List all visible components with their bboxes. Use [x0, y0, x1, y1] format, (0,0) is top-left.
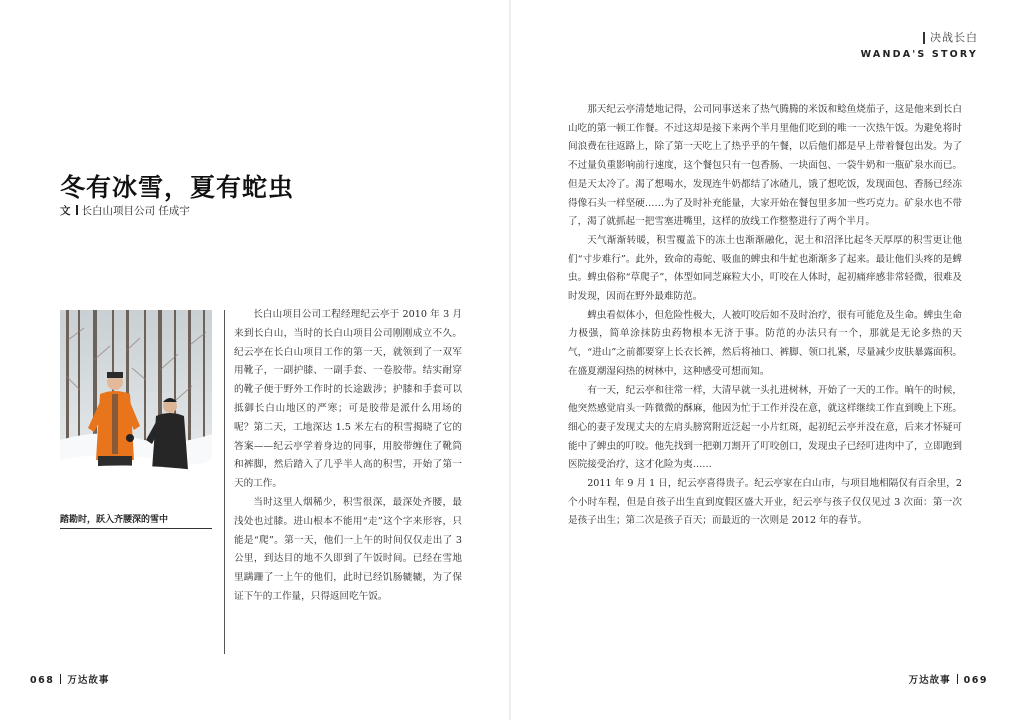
footer-left [30, 672, 109, 686]
page-number-right: 069 [963, 675, 988, 686]
byline-author: 长白山项目公司 任成宇 [81, 205, 190, 217]
paragraph: 蜱虫看似体小，但危险性极大，人被叮咬后如不及时治疗，很有可能危及生命。蜱虫生命力极强，简单涂抹防虫药物根本无济于事。防范的办法只有一个，那就是无论多热的天气，“进山”之前都要穿上长衣长裤，然后将袖口、裤脚、领口扎紧，尽量减少皮肤暴露面积。在盛夏潮湿闷热的树林中，这种感受可想而知。 [568, 309, 962, 377]
paragraph: 2011 年 9 月 1 日，纪云亭喜得贵子。纪云亭家在白山市，与项目地相隔仅有百余里，2 个小时车程，但是自孩子出生直到度假区盛大开业，纪云亭与孩子仅仅见过 3 次面：第一次是孩子出生；第二次是孩子百天；而最近的一次则是 2012 年的春节。 [568, 478, 962, 527]
paragraph: 当时这里人烟稀少，积雪很深，最深处齐腰，最浅处也过膝。进山根本不能用“走”这个字来形容，只能是“爬”。第一天，他们一上午的时间仅仅走出了 3 公里，到达目的地不久即到了午饭时间。已经在雪地里蹒跚了一上午的他们，此时已经饥肠辘辘，为了保证下午的工作量，只得返回吃午饭。 [234, 496, 462, 602]
page-number-left: 068 [30, 675, 55, 686]
section-title-en: WANDA'S STORY [860, 49, 978, 60]
footer-label-right: 万达故事 [908, 675, 951, 686]
footer-right [909, 672, 988, 686]
footer-divider [60, 674, 61, 684]
paragraph: 长白山项目公司工程经理纪云亭于 2010 年 3 月来到长白山，当时的长白山项目公司刚刚成立不久。纪云亭在长白山项目工作的第一天，就领到了一双军用靴子，一副护膝、一副手套、一卷胶带。结实耐穿的靴子便于野外工作时的长途跋涉；护膝和手套可以抵御长白山地区的严寒；可是胶带是派什么用场的呢？第二天，工地深达 1.5 米左右的积雪揭晓了它的答案——纪云亭学着身边的同事，用胶带缠住了靴筒和裤脚，然后踏入了几乎半人高的积雪，开始了第一天的工作。 [234, 309, 462, 490]
byline [60, 203, 190, 218]
article-title: 冬有冰雪，夏有蛇虫 [60, 173, 295, 202]
left-column-text [234, 306, 462, 607]
paragraph: 那天纪云亭清楚地记得，公司同事送来了热气腾腾的米饭和鲶鱼烧茄子，这是他来到长白山吃的第一顿工作餐。不过这却是接下来两个半月里他们吃到的唯一一次热午饭。为避免将时间浪费在往返路上，除了第一天吃上了热乎乎的午餐，以后他们都是早上带着餐包出发。为了不过量负重影响前行速度，这个餐包只有一包香肠、一块面包、一袋牛奶和一瓶矿泉水而已。但是天太冷了。渴了想喝水，发现连牛奶都结了冰碴儿，饿了想吃饭，发现面包、香肠已经冻得像石头一样坚硬……为了及时补充能量，大家开始在餐包里多加一些巧克力。矿泉水也不带了，渴了就抓起一把雪塞进嘴里，这样的放线工作整整进行了两个半月。 [568, 104, 962, 228]
byline-prefix: 文 [60, 205, 71, 217]
paragraph: 有一天，纪云亭和往常一样，大清早就一头扎进树林，开始了一天的工作。晌午的时候，他突然感觉肩头一阵微微的酥麻，他因为忙于工作并没在意，就这样继续工作直到晚上下班。细心的妻子发现丈夫的左肩头膀窝附近泛起一小片红斑，起初纪云亭并没在意，后来才怀疑可能中了蜱虫的叮咬。他先找到一把剃刀割开了叮咬创口，发现虫子已经叮进肉中了，立即跑到医院接受治疗，这才化险为夷…… [568, 384, 962, 471]
spread-gutter [509, 0, 511, 720]
paragraph: 天气渐渐转暖，积雪覆盖下的冻土也渐渐融化，泥土和沼泽比起冬天厚厚的积雪更让他们“寸步难行”。此外，致命的毒蛇、吸血的蜱虫和牛虻也渐渐多了起来。最让他们头疼的是蜱虫。蜱虫俗称“草爬子”，体型如同芝麻粒大小，叮咬在人体时，起初痛痒感非常轻微，很难及时发现，因而在野外最难防范。 [568, 234, 962, 303]
section-title-cn: 决战长白 [923, 32, 978, 44]
right-column-text [568, 101, 962, 531]
article-photo [60, 310, 212, 508]
photo-caption: 踏勘时，跃入齐腰深的雪中 [60, 512, 212, 529]
footer-divider [957, 674, 958, 684]
section-header [861, 26, 978, 60]
footer-label-left: 万达故事 [67, 675, 110, 686]
column-rule [224, 310, 225, 654]
snow-forest-photo [60, 310, 212, 508]
byline-divider [76, 205, 78, 215]
